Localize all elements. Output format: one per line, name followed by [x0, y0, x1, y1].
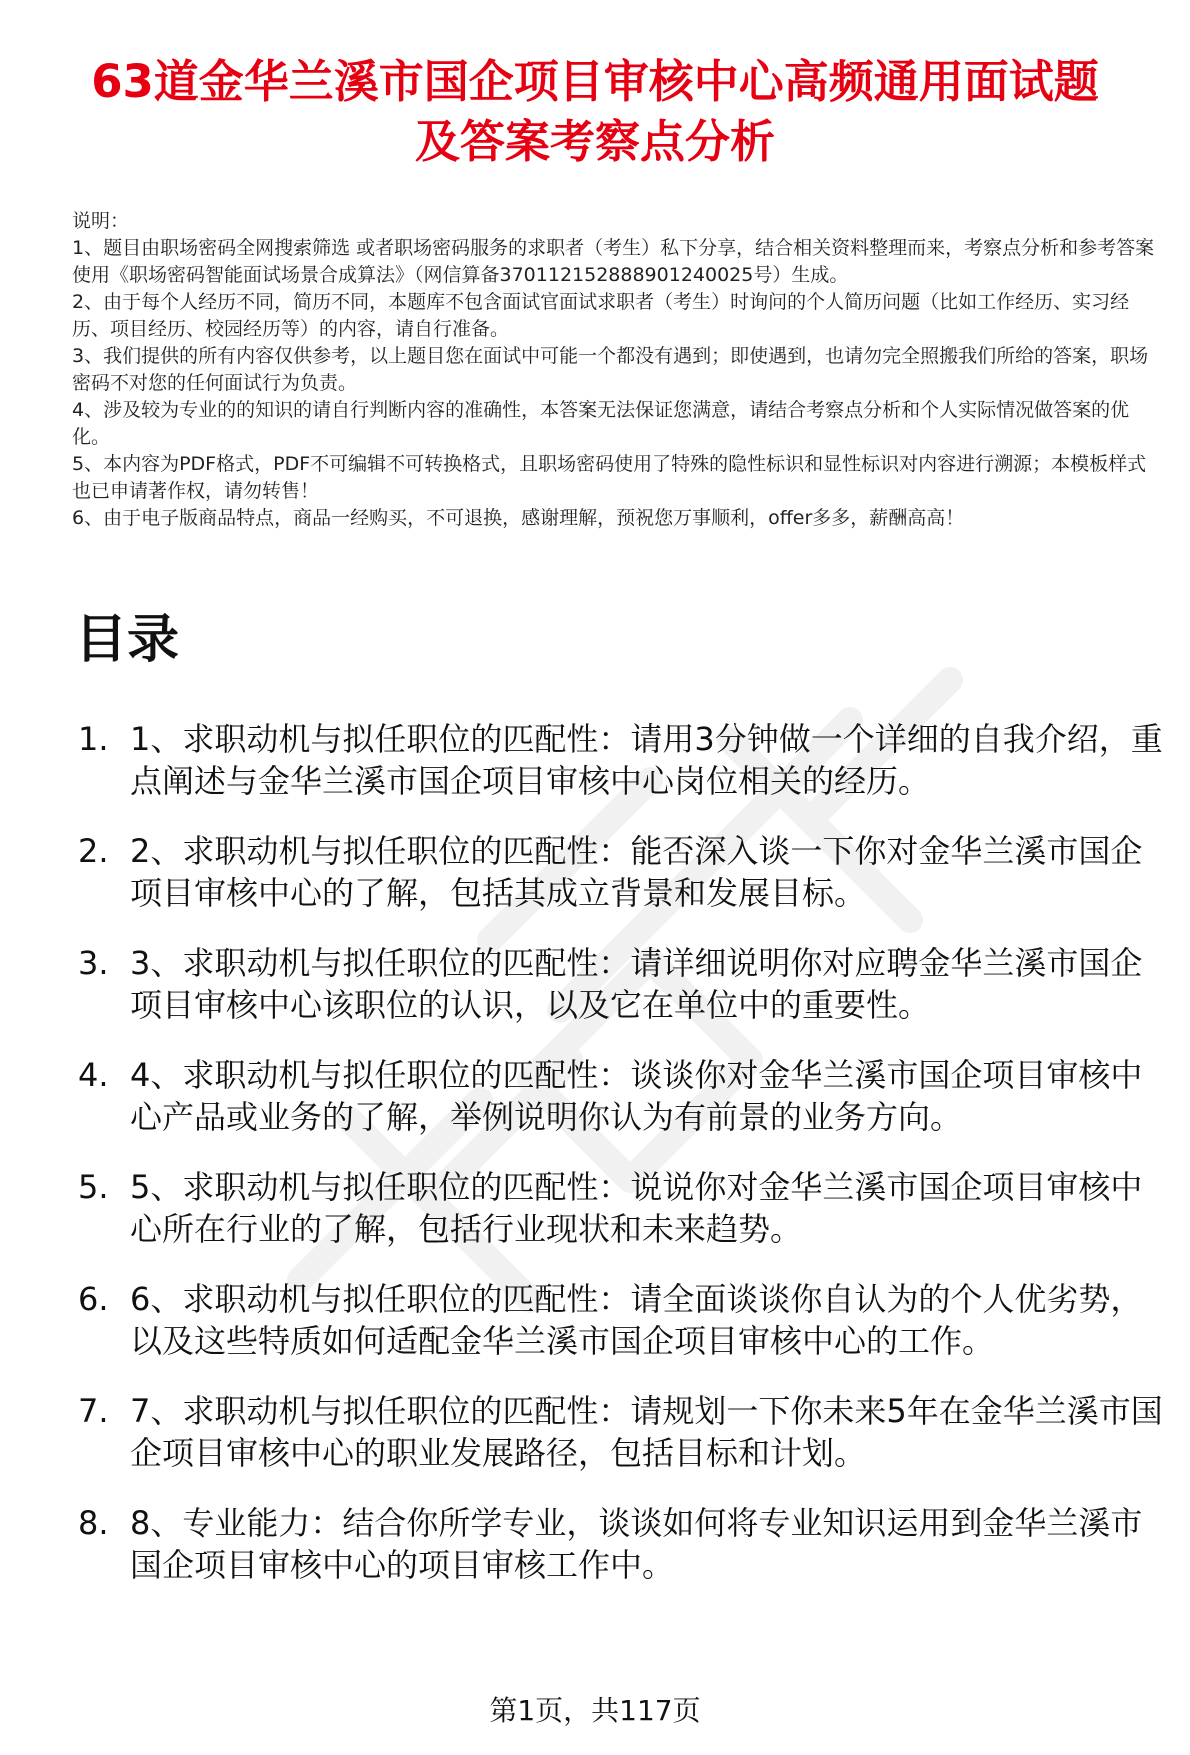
- toc-item-text: 2、求职动机与拟任职位的匹配性：能否深入谈一下你对金华兰溪市国企项目审核中心的了解，包括其成立背景和发展目标。: [130, 832, 1143, 912]
- toc-item[interactable]: [78, 718, 1168, 802]
- toc-item-text: 1、求职动机与拟任职位的匹配性：请用3分钟做一个详细的自我介绍，重点阐述与金华兰溪市国企项目审核中心岗位相关的经历。: [130, 720, 1163, 800]
- instruction-item: 5、本内容为PDF格式，PDF不可编辑不可转换格式，且职场密码使用了特殊的隐性标识和显性标识对内容进行溯源；本模板样式也已申请著作权，请勿转售！: [72, 453, 1147, 502]
- instruction-item: 3、我们提供的所有内容仅供参考，以上题目您在面试中可能一个都没有遇到；即使遇到，也请勿完全照搬我们所给的答案，职场密码不对您的任何面试行为负责。: [72, 345, 1149, 394]
- toc-item-number: 2.: [78, 832, 109, 870]
- page-footer: 第1页，共117页: [489, 1694, 701, 1727]
- toc-item[interactable]: [78, 942, 1168, 1026]
- toc-item-number: 6.: [78, 1280, 109, 1318]
- toc-heading: 目录: [75, 610, 180, 670]
- instruction-item: 1、题目由职场密码全网搜索筛选 或者职场密码服务的求职者（考生）私下分享，结合相关资料整理而来，考察点分析和参考答案使用《职场密码智能面试场景合成算法》（网信算备370112152888901240025号）生成。: [72, 237, 1155, 286]
- toc-item-number: 5.: [78, 1168, 109, 1206]
- toc-item-text: 8、专业能力：结合你所学专业，谈谈如何将专业知识运用到金华兰溪市国企项目审核中心的项目审核工作中。: [130, 1504, 1143, 1584]
- toc-item-text: 6、求职动机与拟任职位的匹配性：请全面谈谈你自认为的个人优劣势，以及这些特质如何适配金华兰溪市国企项目审核中心的工作。: [130, 1280, 1143, 1360]
- toc-list: [78, 718, 1168, 1614]
- toc-item-number: 4.: [78, 1056, 109, 1094]
- toc-item-number: 8.: [78, 1504, 109, 1542]
- toc-item-number: 3.: [78, 944, 109, 982]
- toc-item-text: 3、求职动机与拟任职位的匹配性：请详细说明你对应聘金华兰溪市国企项目审核中心该职位的认识，以及它在单位中的重要性。: [130, 944, 1143, 1024]
- instructions-section: [72, 208, 1162, 532]
- toc-item[interactable]: [78, 1054, 1168, 1138]
- instruction-item: 6、由于电子版商品特点，商品一经购买，不可退换，感谢理解，预祝您万事顺利，offer多多，薪酬高高！: [72, 507, 965, 529]
- toc-item[interactable]: [78, 1166, 1168, 1250]
- toc-item-text: 4、求职动机与拟任职位的匹配性：谈谈你对金华兰溪市国企项目审核中心产品或业务的了解，举例说明你认为有前景的业务方向。: [130, 1056, 1143, 1136]
- toc-item-number: 1.: [78, 720, 109, 758]
- instruction-item: 4、涉及较为专业的的知识的请自行判断内容的准确性，本答案无法保证您满意，请结合考察点分析和个人实际情况做答案的优化。: [72, 399, 1130, 448]
- instructions-heading: 说明：: [72, 210, 130, 232]
- toc-item-text: 7、求职动机与拟任职位的匹配性：请规划一下你未来5年在金华兰溪市国企项目审核中心的职业发展路径，包括目标和计划。: [130, 1392, 1163, 1472]
- toc-item[interactable]: [78, 1502, 1168, 1586]
- instruction-item: 2、由于每个人经历不同，简历不同，本题库不包含面试官面试求职者（考生）时询问的个人简历问题（比如工作经历、实习经历、项目经历、校园经历等）的内容，请自行准备。: [72, 291, 1130, 340]
- toc-item-text: 5、求职动机与拟任职位的匹配性：说说你对金华兰溪市国企项目审核中心所在行业的了解，包括行业现状和未来趋势。: [130, 1168, 1143, 1248]
- toc-item[interactable]: [78, 1390, 1168, 1474]
- page-title: 63道金华兰溪市国企项目审核中心高频通用面试题及答案考察点分析: [91, 55, 1099, 168]
- toc-item[interactable]: [78, 1278, 1168, 1362]
- toc-item-number: 7.: [78, 1392, 109, 1430]
- toc-item[interactable]: [78, 830, 1168, 914]
